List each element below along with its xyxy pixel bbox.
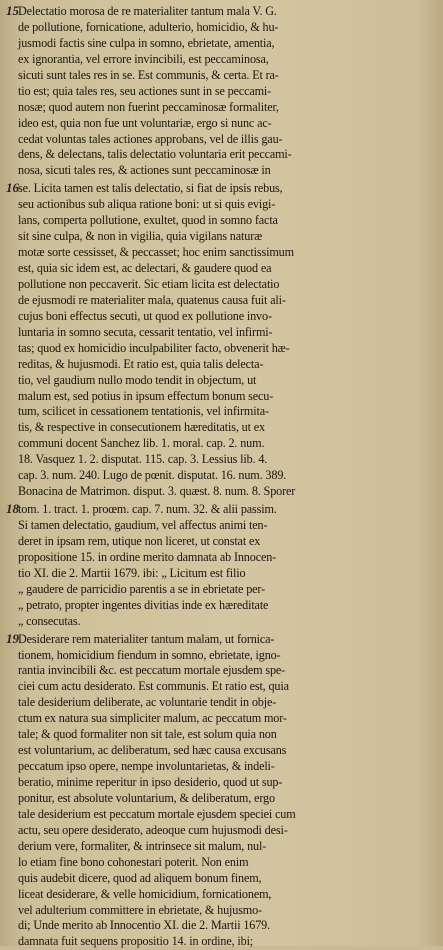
text-line: luntaria in somno secuta, cessarit tentatio, vel infirmi-: [18, 324, 273, 339]
text-line: ex ignorantia, vel errore invincibili, est peccaminosa,: [18, 51, 269, 66]
text-line: se. Licita tamen est talis delectatio, si fiat de ipsis rebus,: [18, 181, 283, 196]
text-line: „ petrato, propter ingentes divitias inde ex hæreditate: [18, 597, 269, 612]
text-line: sicuti sunt tales res in se. Est communis, & certa. Et ra-: [18, 67, 279, 82]
text-line: Delectatio morosa de re materialiter tantum mala V. G.: [18, 4, 277, 18]
text-line: de ejusmodi re materialiter mala, quatenus causa fuit ali-: [18, 292, 286, 307]
text-line: actu, seu opere desiderato, adeoque cum hujusmodi desi-: [18, 822, 288, 837]
text-line: Si tamen delectatio, gaudium, vel affectus animi ten-: [18, 518, 268, 532]
text-line: quis audebit dicere, quod ad aliquem bonum finem,: [18, 870, 262, 885]
text-line: est voluntarium, ac deliberatum, sed hæc causa excusans: [18, 743, 287, 758]
text-line: communi docent Sanchez lib. 1. moral. cap. 2. num.: [18, 436, 265, 451]
text-line: tom. 1. tract. 1. proœm. cap. 7. num. 32. & alii passim.: [18, 502, 277, 517]
text-line: ctum ex natura sua simpliciter malum, ac peccatum mor-: [18, 711, 287, 726]
text-line: vel adulterium committere in ebrietate, & hujusmo-: [18, 902, 262, 917]
text-line: nosæ; quod autem non fuerint peccaminosæ formaliter,: [18, 99, 279, 114]
text-line: ponitur, est absolute voluntarium, & deliberatum, ergo: [18, 790, 275, 805]
text-line: ideo est, quia non fue unt voluntariæ, ergo si nunc ac-: [18, 115, 272, 130]
text-line: peccatum ipso opere, nempe involuntarietas, & indeli-: [18, 759, 275, 774]
text-line: de pollutione, fornicatione, adulterio, homicidio, & hu-: [18, 19, 279, 34]
text-line: propositione 15. in ordine merito damnata ab Innocen-: [18, 549, 277, 564]
text-line: tas; quod ex homicidio inculpabiliter facto, obvenerit hæ-: [18, 340, 290, 355]
text-line: damnata fuit sequens propositio 14. in ordine, ibi;: [18, 934, 254, 949]
text-line: reditas, & hujusmodi. Et ratio est, quia talis delecta-: [18, 356, 264, 371]
text-line: beratio, minime reperitur in ipso desiderio, quod ut sup-: [18, 775, 283, 789]
text-line: cujus boni effectus secuti, ut quod ex pollutione invo-: [18, 308, 272, 323]
text-line: jusmodi factis sine culpa in somno, ebrietate, amentia,: [18, 35, 275, 50]
text-line: malum est, sed potius in ipsum effectum bonum secu-: [18, 388, 274, 403]
text-line: Bonacina de Matrimon. disput. 3. quæst. 8. num. 8. Sporer: [18, 484, 296, 499]
text-line: Desiderare rem materialiter tantum malam, ut fornica-: [18, 631, 275, 646]
text-line: ciei cum actu desiderato. Est communis. Et ratio est, quia: [18, 679, 289, 694]
text-line: tale; & quod formaliter non sit tale, est solum quia non: [18, 727, 277, 742]
text-line: tis, & respective in consecutionem hæreditatis, ut ex: [18, 420, 265, 435]
text-line: pollutione non peccaverit. Sic etiam licita est delectatio: [18, 276, 280, 291]
text-line: lans, comperta pollutione, exultet, quod in somno facta: [18, 213, 278, 228]
paragraph-number: 18: [6, 501, 19, 517]
text-line: dens, & delectans, talis delectatio voluntaria erit peccami-: [18, 147, 292, 162]
text-line: motæ sorte cessisset, & peccasset; hoc enim sanctissimum: [18, 245, 294, 260]
text-line: tio est; quia tales res, seu actiones sunt in se peccami-: [18, 83, 272, 98]
text-line: lo etiam fine bono cohonestari poterit. Non enim: [18, 854, 249, 869]
paragraph-15: [6, 4, 437, 179]
text-line: „ consecutas.: [18, 613, 81, 628]
paragraph-number: 15: [6, 3, 19, 18]
text-line: 18. Vasquez 1. 2. disputat. 115. cap. 3. Lessius lib. 4.: [18, 452, 268, 467]
text-line: tum, scilicet in cessationem tentationis, vel infirmita-: [18, 404, 269, 419]
text-line: nosa, sicuti tales res, & actiones sunt peccaminosæ in: [18, 163, 271, 178]
text-line: cap. 3. num. 240. Lugo de pœnit. disputat. 16. num. 389.: [18, 468, 287, 483]
text-line: cedat voluntas tales actiones approbans, vel de illis gau-: [18, 131, 283, 146]
paragraph-number: 19: [6, 630, 19, 646]
text-line: sit sine culpa, & non in vigilia, quia vigilans naturæ: [18, 229, 263, 244]
text-line: liceat desiderare, & velle homicidium, fornicationem,: [18, 886, 272, 901]
text-line: derium vere, formaliter, & intrinsece sit malum, nul-: [18, 838, 267, 853]
text-line: tio, vel gaudium nullo modo tendit in objectum, ut: [18, 372, 257, 387]
paragraph-number: 16: [6, 180, 19, 196]
text-line: tio XI. die 2. Martii 1679. ibi: „ Licitum est filio: [18, 565, 246, 580]
text-line: tale desiderium deliberate, ac voluntarie tendit in obje-: [18, 695, 277, 710]
text-line: est, quia sic idem est, ac delectari, & gaudere quod ea: [18, 261, 272, 275]
text-line: deret in ipsam rem, utique non liceret, ut constat ex: [18, 533, 261, 548]
text-line: rantia invincibili &c. est peccatum mortale ejusdem spe-: [18, 663, 286, 678]
paragraph-18: [6, 502, 437, 630]
paragraph-16: [6, 181, 437, 500]
paragraph-19: [6, 632, 437, 950]
text-line: tionem, homicidium fiendum in somno, ebrietate, igno-: [18, 647, 281, 662]
text-line: seu actionibus sub aliqua ratione boni: ut si quis evigi-: [18, 197, 276, 212]
text-line: di; Unde merito ab Innocentio XI. die 2. Martii 1679.: [18, 918, 270, 933]
text-line: „ gaudere de parricidio parentis a se in ebrietate per-: [18, 581, 265, 596]
text-line: tale desiderium est peccatum mortale ejusdem speciei cum: [18, 806, 296, 821]
